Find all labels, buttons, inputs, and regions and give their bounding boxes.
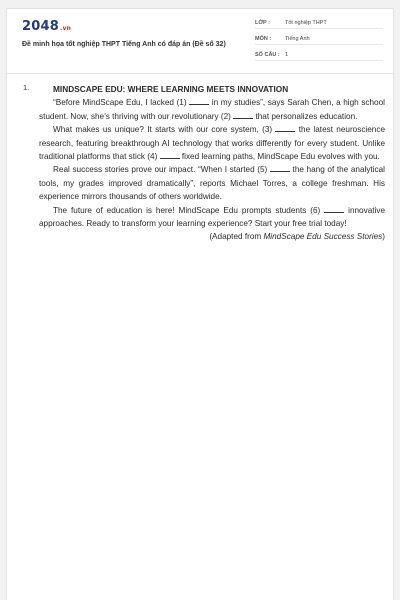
meta-subject-value: Tiếng Anh bbox=[285, 36, 310, 42]
blank-1 bbox=[189, 97, 209, 105]
p1-text-b: in my studies”, says Sarah Chen, a high school student. Now, she’s thriving with our revolutionary (2) bbox=[39, 98, 385, 121]
blank-5 bbox=[270, 164, 290, 172]
blank-3 bbox=[275, 124, 295, 132]
paragraph-4 bbox=[39, 204, 385, 231]
logo-text: 2048 bbox=[22, 19, 59, 34]
logo-suffix: .vn bbox=[59, 25, 72, 32]
meta-class-label: LỚP : bbox=[255, 20, 270, 26]
paragraph-1 bbox=[39, 96, 385, 123]
meta-count-label: SỐ CÂU : bbox=[255, 52, 280, 58]
p3-text-a: Real success stories prove our impact. “When I started (5) bbox=[53, 165, 270, 175]
blank-4 bbox=[160, 151, 180, 159]
p3-text-b: the hang of the analytical tools, my grades improved dramatically”, reports Michael Torres, a college freshman. His experience mirrors thousands of others worldwide. bbox=[39, 165, 385, 202]
source-title: MindScape Edu Success Stories bbox=[263, 232, 383, 242]
meta-class-value: Tốt nghiệp THPT bbox=[285, 20, 327, 26]
passage-source bbox=[39, 230, 385, 243]
passage-title: MINDSCAPE EDU: WHERE LEARNING MEETS INNOVATION bbox=[53, 84, 289, 94]
p4-text-b: innovative approaches. Ready to transform your learning experience? Start your free trial today! bbox=[39, 205, 385, 229]
paragraph-2 bbox=[39, 123, 385, 163]
meta-subject-row bbox=[255, 33, 383, 45]
question-number: 1. bbox=[23, 83, 30, 92]
blank-2 bbox=[233, 111, 253, 119]
document-header bbox=[7, 9, 393, 74]
meta-class-row bbox=[255, 17, 383, 29]
p2-text-a: What makes us unique? It starts with our core system, (3) bbox=[53, 125, 276, 135]
p1-text-a: “Before MindScape Edu, I lacked (1) bbox=[53, 98, 190, 108]
paragraph-3 bbox=[39, 163, 385, 203]
reading-passage bbox=[39, 83, 385, 244]
p2-text-b: the latest neuroscience research, featuring breakthrough AI technology that works differently for every student. Unlike traditional platforms that stick (4) bbox=[39, 125, 385, 162]
p1-text-c: that personalizes education. bbox=[253, 111, 358, 121]
source-prefix: (Adapted from bbox=[209, 232, 264, 242]
source-suffix: ) bbox=[382, 232, 385, 242]
document-page bbox=[6, 8, 394, 600]
document-title: Đề minh họa tốt nghiệp THPT Tiếng Anh có đáp án (Đề số 32) bbox=[22, 41, 226, 48]
blank-6 bbox=[324, 205, 344, 213]
p4-text-a: The future of education is here! MindScape Edu prompts students (6) bbox=[53, 205, 325, 215]
site-logo[interactable] bbox=[22, 19, 71, 34]
meta-count-value: 1 bbox=[285, 52, 289, 58]
meta-subject-label: MÔN : bbox=[255, 36, 272, 42]
p2-text-c: fixed learning paths, MindScape Edu evolves with you. bbox=[179, 152, 380, 162]
meta-count-row bbox=[255, 49, 383, 61]
